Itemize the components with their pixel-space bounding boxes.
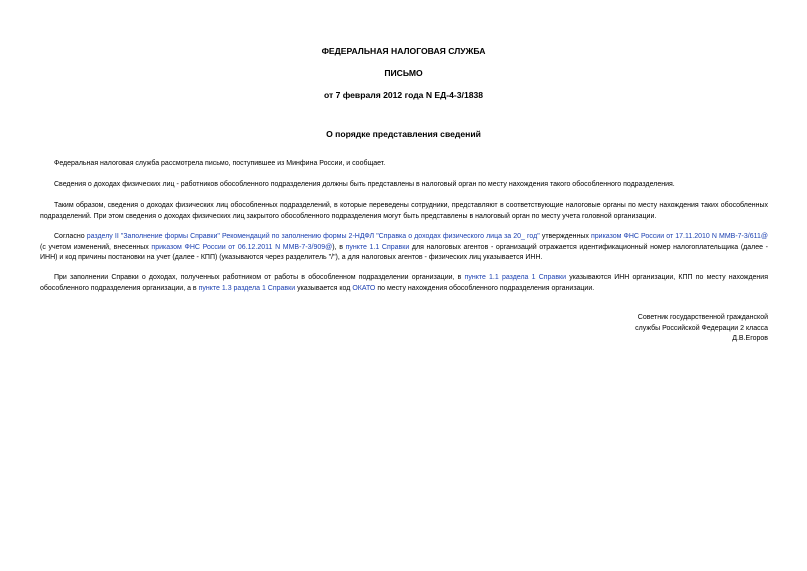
paragraph-1: Федеральная налоговая служба рассмотрела письмо, поступившее из Минфина России, и сообщает. xyxy=(54,160,386,167)
paragraph-3: Таким образом, сведения о доходах физических лиц обособленных подразделений, в которые переведены сотрудники, представляют в соответствующие налоговые органы по месту нахождения таких обособленных подразделений. При этом сведения о доходах физических лиц закрытого обособленного подразделения могут быть представлены в налоговый орган по месту учета головной организации. xyxy=(40,202,768,220)
paragraph-2: Сведения о доходах физических лиц - работников обособленного подразделения должны быть представлены в налоговый орган по месту нахождения такого обособленного подразделения. xyxy=(54,181,675,188)
link-okato[interactable]: ОКАТО xyxy=(352,284,376,292)
p4-text-3: (с учетом изменений, внесенных xyxy=(40,243,152,251)
p5-text-4: по месту нахождения обособленного подразделения организации. xyxy=(375,284,595,292)
signature-block xyxy=(635,313,768,345)
agency-title: ФЕДЕРАЛЬНАЯ НАЛОГОВАЯ СЛУЖБА xyxy=(321,46,486,56)
signature-position-line-1: Советник государственной гражданской xyxy=(637,314,768,321)
signature-position-line-2: службы Российской Федерации 2 класса xyxy=(635,324,768,332)
link-item-1-1[interactable]: пункте 1.1 Справки xyxy=(345,243,410,251)
p5-text-1: При заполнении Справки о доходах, полученных работником от работы в обособленном подразделении организации, в xyxy=(54,274,465,281)
link-order-mmv-7-3-909[interactable]: приказом ФНС России от 06.12.2011 N ММВ-7-3/909@ xyxy=(151,243,333,251)
p5-text-3: указывается код xyxy=(295,284,353,292)
link-item-1-3-section-1[interactable]: пункте 1.3 раздела 1 Справки xyxy=(198,284,296,292)
signature-name: Д.В.Егоров xyxy=(732,335,768,342)
p4-text-5: для налоговых агентов - организаций отражается идентификационный номер налогоплательщика (далее - ИНН) и код причины постановки на учет (далее - КПП) (указываются через разделитель "/"), а для налоговых агентов - физических лиц указывается ИНН. xyxy=(40,243,768,261)
p4-text-4: ), в xyxy=(332,243,346,251)
link-order-mmv-7-3-611[interactable]: приказом ФНС России от 17.11.2010 N ММВ-7-3/611@ xyxy=(590,233,768,240)
link-section-ii-recommendations[interactable]: разделу II "Заполнение формы Справки" Рекомендаций по заполнению формы 2-НДФЛ "Справка о доходах физического лица за 20_ год" xyxy=(86,233,540,240)
document-subject: О порядке представления сведений xyxy=(326,129,481,139)
paragraph-4 xyxy=(40,232,768,264)
link-item-1-1-section-1[interactable]: пункте 1.1 раздела 1 Справки xyxy=(464,274,567,281)
document-date-number: от 7 февраля 2012 года N ЕД-4-3/1838 xyxy=(323,90,484,100)
p4-text-2: утвержденных xyxy=(539,233,591,240)
p5-text-2: указываются ИНН организации, КПП по месту нахождения обособленного подразделения организации, а в xyxy=(40,274,768,292)
p4-text-1: Согласно xyxy=(54,233,87,240)
paragraph-5 xyxy=(40,273,768,294)
document-type: ПИСЬМО xyxy=(384,68,423,78)
